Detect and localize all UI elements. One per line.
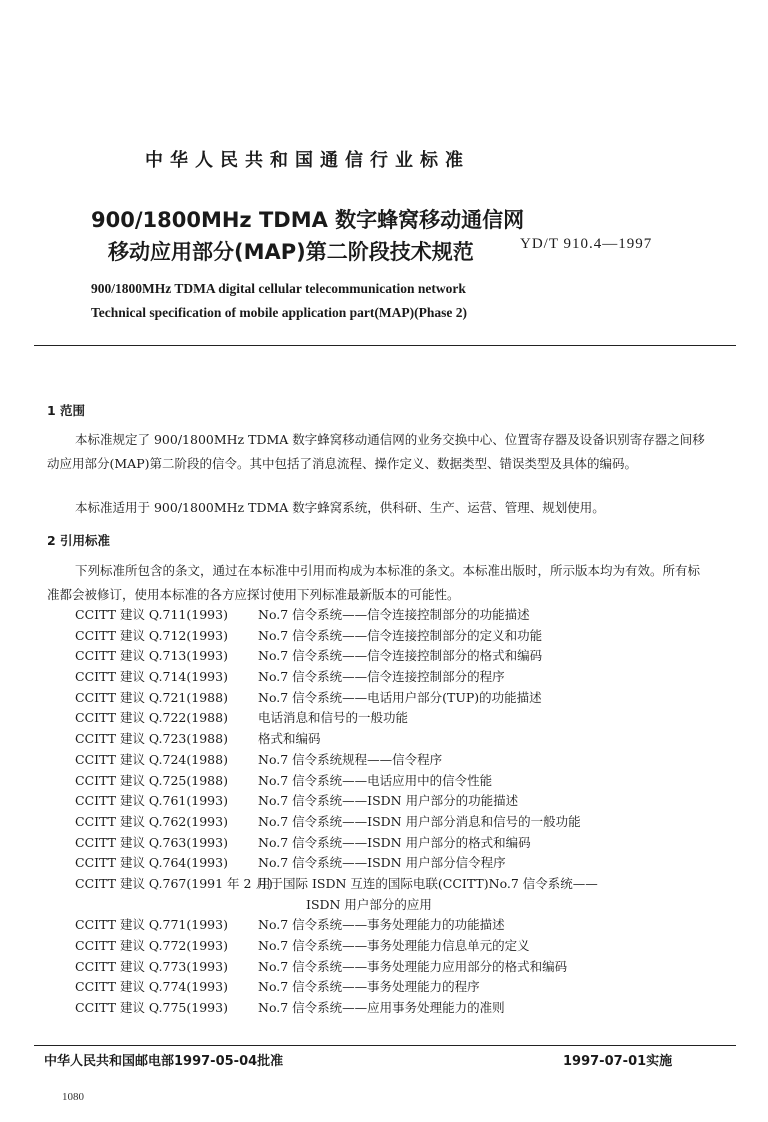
reference-title: No.7 信令系统——应用事务处理能力的准则 (258, 1000, 505, 1016)
reference-title: 用于国际 ISDN 互连的国际电联(CCITT)No.7 信令系统—— (258, 875, 598, 891)
reference-title: No.7 信令系统——电话用户部分(TUP)的功能描述 (258, 689, 542, 705)
reference-title: No.7 信令系统——事务处理能力信息单元的定义 (258, 938, 530, 953)
reference-title: No.7 信令系统规程——信令程序 (258, 751, 443, 767)
list-item (75, 729, 598, 750)
list-item (75, 833, 598, 854)
reference-number: CCITT 建议 Q.775(1993) (75, 1000, 228, 1016)
list-item (75, 915, 598, 936)
reference-number: CCITT 建议 Q.714(1993) (75, 669, 228, 685)
page-number: 1080 (62, 1091, 84, 1103)
list-item (75, 791, 598, 812)
section-heading-scope: 1 范围 (47, 403, 86, 418)
reference-number: CCITT 建议 Q.723(1988) (75, 731, 228, 747)
reference-title: No.7 信令系统——ISDN 用户部分的格式和编码 (258, 834, 531, 850)
issuing-organization: 中华人民共和国通信行业标准 (145, 150, 470, 171)
footer-divider (34, 1045, 736, 1046)
reference-title: No.7 信令系统——信令连接控制部分的定义和功能 (258, 627, 543, 643)
reference-number: CCITT 建议 Q.767(1991 年 2 月) (75, 875, 273, 891)
header-divider (34, 345, 736, 346)
reference-number: CCITT 建议 Q.713(1993) (75, 648, 228, 664)
reference-title: No.7 信令系统——信令连接控制部分的程序 (258, 669, 505, 685)
list-item (75, 688, 598, 709)
list-item (75, 812, 598, 833)
reference-title: No.7 信令系统——ISDN 用户部分消息和信号的一般功能 (258, 813, 581, 829)
reference-number: CCITT 建议 Q.772(1993) (75, 938, 228, 953)
reference-title: 格式和编码 (258, 731, 321, 747)
reference-number: CCITT 建议 Q.773(1993) (75, 958, 228, 974)
approval-info: 中华人民共和国邮电部1997-05-04批准 (44, 1054, 284, 1069)
reference-number: CCITT 建议 Q.764(1993) (75, 855, 228, 871)
reference-number: CCITT 建议 Q.725(1988) (75, 772, 228, 788)
list-item (75, 977, 598, 998)
list-item (75, 708, 598, 729)
reference-number: CCITT 建议 Q.712(1993) (75, 627, 228, 643)
title-en-line2: Technical specification of mobile application part(MAP)(Phase 2) (91, 305, 467, 320)
reference-number: CCITT 建议 Q.774(1993) (75, 979, 228, 995)
title-cn-line2: 移动应用部分(MAP)第二阶段技术规范 (108, 240, 474, 264)
reference-number: CCITT 建议 Q.762(1993) (75, 813, 228, 829)
scope-paragraph-1: 本标准规定了 900/1800MHz TDMA 数字蜂窝移动通信网的业务交换中心、位置寄存器及设备识别寄存器之间移动应用部分(MAP)第二阶段的信令。其中包括了消息流程、操作定义、数据类型、错误类型及具体的编码。 (47, 432, 705, 471)
list-item (75, 874, 598, 895)
title-en-line1: 900/1800MHz TDMA digital cellular telecommunication network (91, 281, 466, 296)
list-item (75, 998, 598, 1019)
section-heading-references: 2 引用标准 (47, 533, 111, 548)
reference-title-continuation: ISDN 用户部分的应用 (306, 896, 432, 912)
list-item (75, 853, 598, 874)
list-item (75, 667, 598, 688)
reference-title: No.7 信令系统——事务处理能力的程序 (258, 979, 480, 995)
reference-number: CCITT 建议 Q.724(1988) (75, 751, 228, 767)
reference-number: CCITT 建议 Q.771(1993) (75, 917, 228, 933)
reference-number: CCITT 建议 Q.761(1993) (75, 793, 228, 809)
references-intro: 下列标准所包含的条文，通过在本标准中引用而构成为本标准的条文。本标准出版时，所示版本均为有效。所有标准都会被修订，使用本标准的各方应探讨使用下列标准最新版本的可能性。 (47, 563, 701, 602)
list-item (75, 936, 598, 957)
reference-title: No.7 信令系统——ISDN 用户部分信令程序 (258, 855, 506, 871)
reference-title: No.7 信令系统——电话应用中的信令性能 (258, 772, 493, 788)
reference-number: CCITT 建议 Q.722(1988) (75, 710, 228, 726)
reference-title: No.7 信令系统——事务处理能力应用部分的格式和编码 (258, 958, 568, 974)
title-cn-line1: 900/1800MHz TDMA 数字蜂窝移动通信网 (91, 208, 525, 232)
reference-number: CCITT 建议 Q.711(1993) (75, 607, 228, 622)
reference-number: CCITT 建议 Q.721(1988) (75, 689, 228, 705)
reference-title: No.7 信令系统——信令连接控制部分的功能描述 (258, 607, 530, 622)
list-item (75, 750, 598, 771)
reference-title: No.7 信令系统——事务处理能力的功能描述 (258, 917, 505, 933)
list-item (75, 646, 598, 667)
reference-title: No.7 信令系统——ISDN 用户部分的功能描述 (258, 793, 519, 809)
implementation-date: 1997-07-01实施 (563, 1054, 673, 1069)
reference-list (75, 605, 598, 1019)
list-item (75, 626, 598, 647)
standard-code: YD/T 910.4—1997 (520, 236, 653, 252)
scope-paragraph-2: 本标准适用于 900/1800MHz TDMA 数字蜂窝系统，供科研、生产、运营、管理、规划使用。 (75, 500, 605, 515)
reference-title: 电话消息和信号的一般功能 (258, 710, 409, 726)
list-item (75, 957, 598, 978)
reference-number: CCITT 建议 Q.763(1993) (75, 834, 228, 850)
reference-title: No.7 信令系统——信令连接控制部分的格式和编码 (258, 648, 543, 664)
list-item (75, 771, 598, 792)
list-item (75, 605, 598, 626)
